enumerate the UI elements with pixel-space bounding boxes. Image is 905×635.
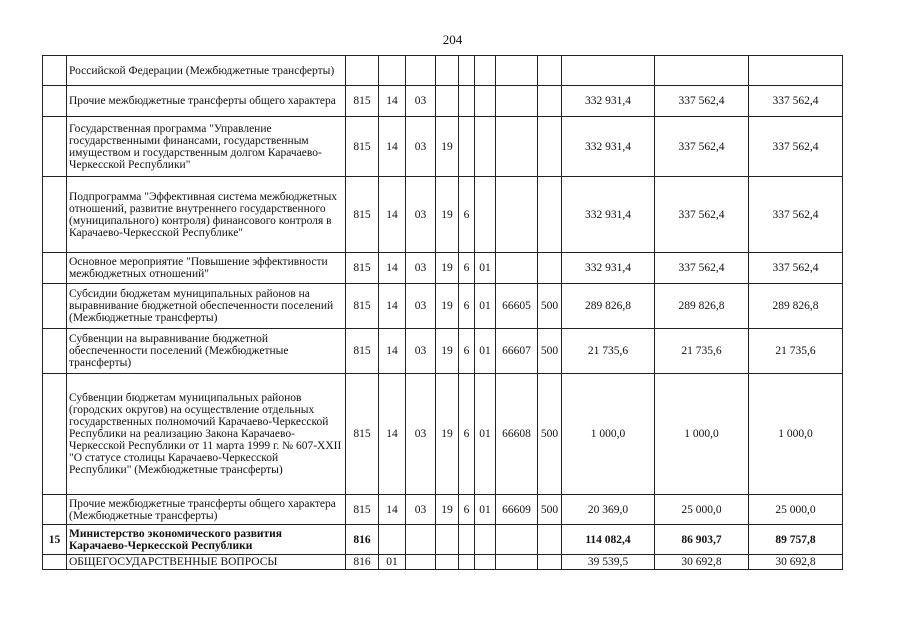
row-subprogram-code xyxy=(459,525,475,555)
row-name: Субсидии бюджетам муниципальных районов на выравнивание бюджетной обеспеченности поселений (Межбюджетные трансферты) xyxy=(67,284,346,329)
row-program-code: 19 xyxy=(436,117,459,177)
row-direction-code xyxy=(496,56,538,86)
row-name: Основное мероприятие "Повышение эффективности межбюджетных отношений" xyxy=(67,253,346,284)
row-subprogram-code xyxy=(459,555,475,570)
row-amount-year1: 39 539,5 xyxy=(562,555,655,570)
row-amount-year2: 25 000,0 xyxy=(655,495,749,525)
table-row xyxy=(43,86,843,117)
row-expense-type-code xyxy=(538,177,562,253)
row-section-code: 14 xyxy=(379,86,406,117)
row-grbs-code: 815 xyxy=(346,86,379,117)
row-grbs-code: 815 xyxy=(346,329,379,374)
row-expense-type-code: 500 xyxy=(538,374,562,495)
row-direction-code xyxy=(496,253,538,284)
row-subprogram-code xyxy=(459,86,475,117)
row-grbs-code: 815 xyxy=(346,284,379,329)
row-subprogram-code: 6 xyxy=(459,374,475,495)
row-amount-year1: 21 735,6 xyxy=(562,329,655,374)
row-amount-year2: 21 735,6 xyxy=(655,329,749,374)
row-grbs-code: 816 xyxy=(346,525,379,555)
table-body xyxy=(43,56,843,570)
row-amount-year2: 1 000,0 xyxy=(655,374,749,495)
table-row xyxy=(43,56,843,86)
row-grbs-code: 815 xyxy=(346,374,379,495)
row-expense-type-code xyxy=(538,86,562,117)
row-section-code: 14 xyxy=(379,284,406,329)
row-name: Министерство экономического развития Карачаево-Черкесской Республики xyxy=(67,525,346,555)
row-main-event-code xyxy=(475,525,496,555)
row-program-code: 19 xyxy=(436,253,459,284)
row-subsection-code xyxy=(406,525,436,555)
row-main-event-code xyxy=(475,56,496,86)
row-direction-code xyxy=(496,117,538,177)
row-subsection-code: 03 xyxy=(406,284,436,329)
row-amount-year2: 86 903,7 xyxy=(655,525,749,555)
row-grbs-code: 815 xyxy=(346,177,379,253)
row-subprogram-code xyxy=(459,117,475,177)
row-amount-year3 xyxy=(749,56,843,86)
row-index: 15 xyxy=(43,525,67,555)
row-expense-type-code: 500 xyxy=(538,495,562,525)
row-amount-year2: 337 562,4 xyxy=(655,86,749,117)
row-index xyxy=(43,329,67,374)
row-expense-type-code: 500 xyxy=(538,329,562,374)
row-subprogram-code: 6 xyxy=(459,284,475,329)
row-subprogram-code: 6 xyxy=(459,253,475,284)
row-amount-year3: 337 562,4 xyxy=(749,177,843,253)
row-amount-year3: 1 000,0 xyxy=(749,374,843,495)
row-name: Российской Федерации (Межбюджетные трансферты) xyxy=(67,56,346,86)
row-expense-type-code xyxy=(538,525,562,555)
row-amount-year2 xyxy=(655,56,749,86)
row-subprogram-code: 6 xyxy=(459,329,475,374)
table-row xyxy=(43,117,843,177)
row-index xyxy=(43,177,67,253)
row-grbs-code: 815 xyxy=(346,117,379,177)
row-program-code xyxy=(436,86,459,117)
row-direction-code: 66608 xyxy=(496,374,538,495)
row-amount-year2: 30 692,8 xyxy=(655,555,749,570)
row-expense-type-code: 500 xyxy=(538,284,562,329)
row-section-code: 14 xyxy=(379,177,406,253)
row-grbs-code: 815 xyxy=(346,253,379,284)
row-amount-year3: 289 826,8 xyxy=(749,284,843,329)
row-name: Прочие межбюджетные трансферты общего характера xyxy=(67,86,346,117)
row-name: ОБЩЕГОСУДАРСТВЕННЫЕ ВОПРОСЫ xyxy=(67,555,346,570)
row-direction-code xyxy=(496,555,538,570)
row-index xyxy=(43,86,67,117)
row-program-code: 19 xyxy=(436,284,459,329)
row-expense-type-code xyxy=(538,56,562,86)
row-amount-year1: 114 082,4 xyxy=(562,525,655,555)
row-direction-code xyxy=(496,177,538,253)
row-grbs-code xyxy=(346,56,379,86)
row-main-event-code: 01 xyxy=(475,284,496,329)
row-subsection-code: 03 xyxy=(406,86,436,117)
row-grbs-code: 815 xyxy=(346,495,379,525)
row-amount-year3: 30 692,8 xyxy=(749,555,843,570)
row-amount-year1: 332 931,4 xyxy=(562,177,655,253)
budget-table xyxy=(42,55,843,570)
row-amount-year3: 21 735,6 xyxy=(749,329,843,374)
row-program-code: 19 xyxy=(436,374,459,495)
row-program-code: 19 xyxy=(436,329,459,374)
row-section-code xyxy=(379,56,406,86)
table-row xyxy=(43,284,843,329)
row-subsection-code: 03 xyxy=(406,117,436,177)
row-name: Субвенции на выравнивание бюджетной обеспеченности поселений (Межбюджетные трансферты) xyxy=(67,329,346,374)
row-name: Субвенции бюджетам муниципальных районов (городских округов) на осуществление отдельных государственных полномочий Карачаево-Черкесской Республики на реализацию Закона Карачаево-Черкесской Республики от 11 марта 1999 г. № 607-XXII "О статусе столицы Карачаево-Черкесской Республики" (Межбюджетные трансферты) xyxy=(67,374,346,495)
row-program-code xyxy=(436,56,459,86)
row-section-code: 14 xyxy=(379,374,406,495)
row-main-event-code: 01 xyxy=(475,495,496,525)
row-subsection-code: 03 xyxy=(406,495,436,525)
row-amount-year1: 289 826,8 xyxy=(562,284,655,329)
row-amount-year3: 337 562,4 xyxy=(749,117,843,177)
row-amount-year3: 337 562,4 xyxy=(749,86,843,117)
row-direction-code: 66605 xyxy=(496,284,538,329)
row-direction-code: 66609 xyxy=(496,495,538,525)
row-program-code: 19 xyxy=(436,177,459,253)
row-direction-code: 66607 xyxy=(496,329,538,374)
row-index xyxy=(43,284,67,329)
row-index xyxy=(43,253,67,284)
row-index xyxy=(43,56,67,86)
table-row xyxy=(43,253,843,284)
row-main-event-code: 01 xyxy=(475,253,496,284)
row-subsection-code: 03 xyxy=(406,177,436,253)
page-number: 204 xyxy=(442,32,463,47)
row-amount-year1: 332 931,4 xyxy=(562,253,655,284)
row-subsection-code xyxy=(406,555,436,570)
row-subsection-code: 03 xyxy=(406,374,436,495)
row-amount-year2: 337 562,4 xyxy=(655,177,749,253)
row-name: Подпрограмма "Эффективная система межбюджетных отношений, развитие внутреннего государственного (муниципального) контроля) финансового контроля в Карачаево-Черкесской Республике" xyxy=(67,177,346,253)
table-row xyxy=(43,374,843,495)
row-program-code xyxy=(436,525,459,555)
row-index xyxy=(43,374,67,495)
row-amount-year2: 337 562,4 xyxy=(655,253,749,284)
row-amount-year3: 89 757,8 xyxy=(749,525,843,555)
row-direction-code xyxy=(496,525,538,555)
row-amount-year1 xyxy=(562,56,655,86)
row-section-code: 14 xyxy=(379,495,406,525)
table-row xyxy=(43,177,843,253)
row-subsection-code xyxy=(406,56,436,86)
row-subprogram-code: 6 xyxy=(459,495,475,525)
row-index xyxy=(43,117,67,177)
row-main-event-code xyxy=(475,86,496,117)
row-section-code: 14 xyxy=(379,117,406,177)
row-program-code: 19 xyxy=(436,495,459,525)
row-main-event-code: 01 xyxy=(475,374,496,495)
table-row xyxy=(43,329,843,374)
row-amount-year3: 337 562,4 xyxy=(749,253,843,284)
row-section-code xyxy=(379,525,406,555)
row-main-event-code xyxy=(475,177,496,253)
row-amount-year2: 289 826,8 xyxy=(655,284,749,329)
row-name: Государственная программа "Управление государственными финансами, государственным имуществом и государственным долгом Карачаево-Черкесской Республики" xyxy=(67,117,346,177)
row-amount-year2: 337 562,4 xyxy=(655,117,749,177)
table-row xyxy=(43,525,843,555)
row-expense-type-code xyxy=(538,117,562,177)
row-amount-year1: 20 369,0 xyxy=(562,495,655,525)
row-expense-type-code xyxy=(538,555,562,570)
row-subsection-code: 03 xyxy=(406,253,436,284)
row-subprogram-code xyxy=(459,56,475,86)
row-subprogram-code: 6 xyxy=(459,177,475,253)
row-amount-year1: 332 931,4 xyxy=(562,117,655,177)
row-grbs-code: 816 xyxy=(346,555,379,570)
row-main-event-code xyxy=(475,555,496,570)
row-amount-year1: 332 931,4 xyxy=(562,86,655,117)
row-amount-year1: 1 000,0 xyxy=(562,374,655,495)
row-section-code: 01 xyxy=(379,555,406,570)
row-section-code: 14 xyxy=(379,253,406,284)
row-direction-code xyxy=(496,86,538,117)
row-amount-year3: 25 000,0 xyxy=(749,495,843,525)
row-index xyxy=(43,495,67,525)
row-subsection-code: 03 xyxy=(406,329,436,374)
row-expense-type-code xyxy=(538,253,562,284)
row-name: Прочие межбюджетные трансферты общего характера (Межбюджетные трансферты) xyxy=(67,495,346,525)
table-row xyxy=(43,495,843,525)
table-row xyxy=(43,555,843,570)
row-main-event-code: 01 xyxy=(475,329,496,374)
row-index xyxy=(43,555,67,570)
row-program-code xyxy=(436,555,459,570)
row-section-code: 14 xyxy=(379,329,406,374)
row-main-event-code xyxy=(475,117,496,177)
